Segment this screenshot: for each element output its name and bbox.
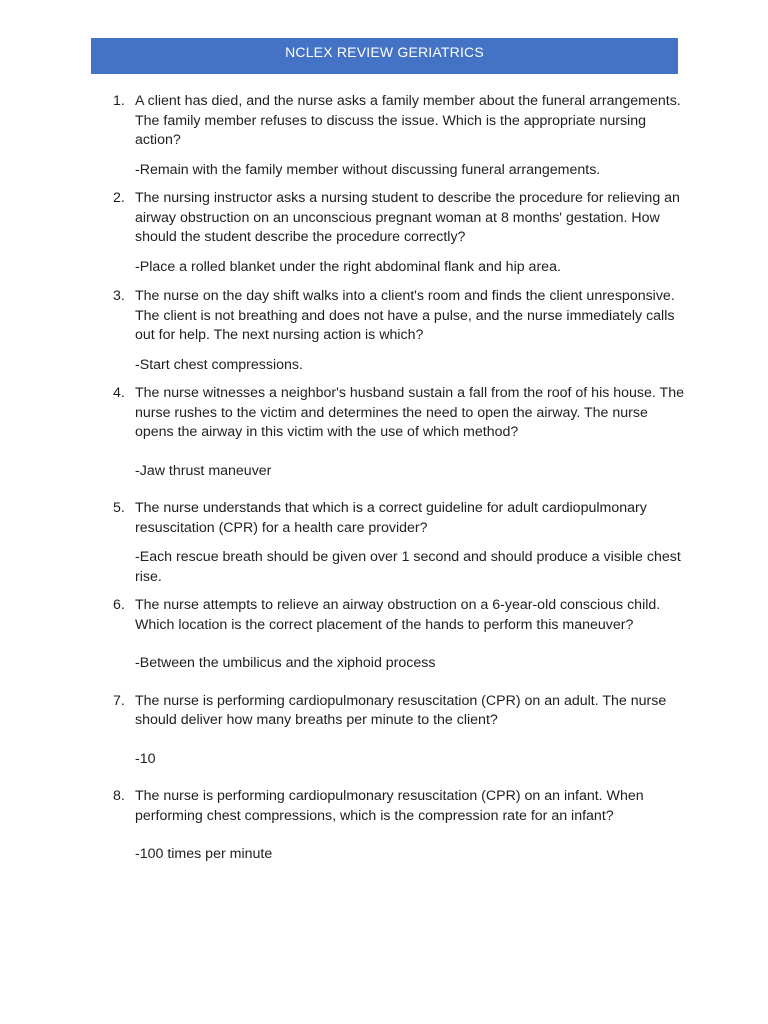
question-list xyxy=(113,92,685,865)
answer-text: -Place a rolled blanket under the right abdominal flank and hip area. xyxy=(135,258,561,275)
question-text: The nurse is performing cardiopulmonary resuscitation (CPR) on an adult. The nurse should deliver how many breaths per minute to the client? xyxy=(135,692,667,728)
question-text: The nurse on the day shift walks into a client's room and finds the client unresponsive. The client is not breathing and does not have a pulse, and the nurse immediately calls out for help. The next nursing action is which? xyxy=(135,288,675,343)
question-text: The nurse witnesses a neighbor's husband sustain a fall from the roof of his house. The nurse rushes to the victim and determines the need to open the airway. The nurse opens the airway in this victim with the use of which method? xyxy=(135,385,684,440)
list-item xyxy=(113,92,685,180)
answer-text: -10 xyxy=(135,750,156,767)
answer-text: -Start chest compressions. xyxy=(135,356,303,373)
answer-text: -100 times per minute xyxy=(135,846,273,862)
list-item xyxy=(113,787,685,865)
list-item xyxy=(113,287,685,375)
question-text: The nursing instructor asks a nursing student to describe the procedure for relieving an airway obstruction on an unconscious pregnant woman at 8 months' gestation. How should the student describe the procedure correctly? xyxy=(135,190,680,245)
item-number: 8. xyxy=(113,788,125,804)
item-number: 2. xyxy=(113,190,125,206)
answer-text: -Each rescue breath should be given over 1 second and should produce a visible chest rise. xyxy=(135,549,681,585)
list-item xyxy=(113,596,685,674)
answer-text: -Jaw thrust maneuver xyxy=(135,462,272,479)
list-item xyxy=(113,499,685,587)
question-text: A client has died, and the nurse asks a family member about the funeral arrangements. The family member refuses to discuss the issue. Which is the appropriate nursing action? xyxy=(135,93,681,148)
page-title: NCLEX REVIEW GERIATRICS xyxy=(91,38,678,74)
item-number: 1. xyxy=(113,93,125,109)
list-item xyxy=(113,692,685,770)
list-item xyxy=(113,384,685,481)
question-text: The nurse attempts to relieve an airway obstruction on a 6-year-old conscious child. Which location is the correct placement of the hands to perform this maneuver? xyxy=(135,597,661,633)
list-item xyxy=(113,189,685,277)
question-text: The nurse is performing cardiopulmonary resuscitation (CPR) on an infant. When performing chest compressions, which is the compression rate for an infant? xyxy=(135,788,644,824)
item-number: 5. xyxy=(113,500,125,516)
item-number: 6. xyxy=(113,597,125,613)
item-number: 3. xyxy=(113,288,125,304)
item-number: 7. xyxy=(113,692,125,709)
answer-text: -Remain with the family member without discussing funeral arrangements. xyxy=(135,161,601,178)
answer-text: -Between the umbilicus and the xiphoid process xyxy=(135,655,436,671)
item-number: 4. xyxy=(113,385,125,401)
question-text: The nurse understands that which is a correct guideline for adult cardiopulmonary resuscitation (CPR) for a health care provider? xyxy=(135,500,647,536)
